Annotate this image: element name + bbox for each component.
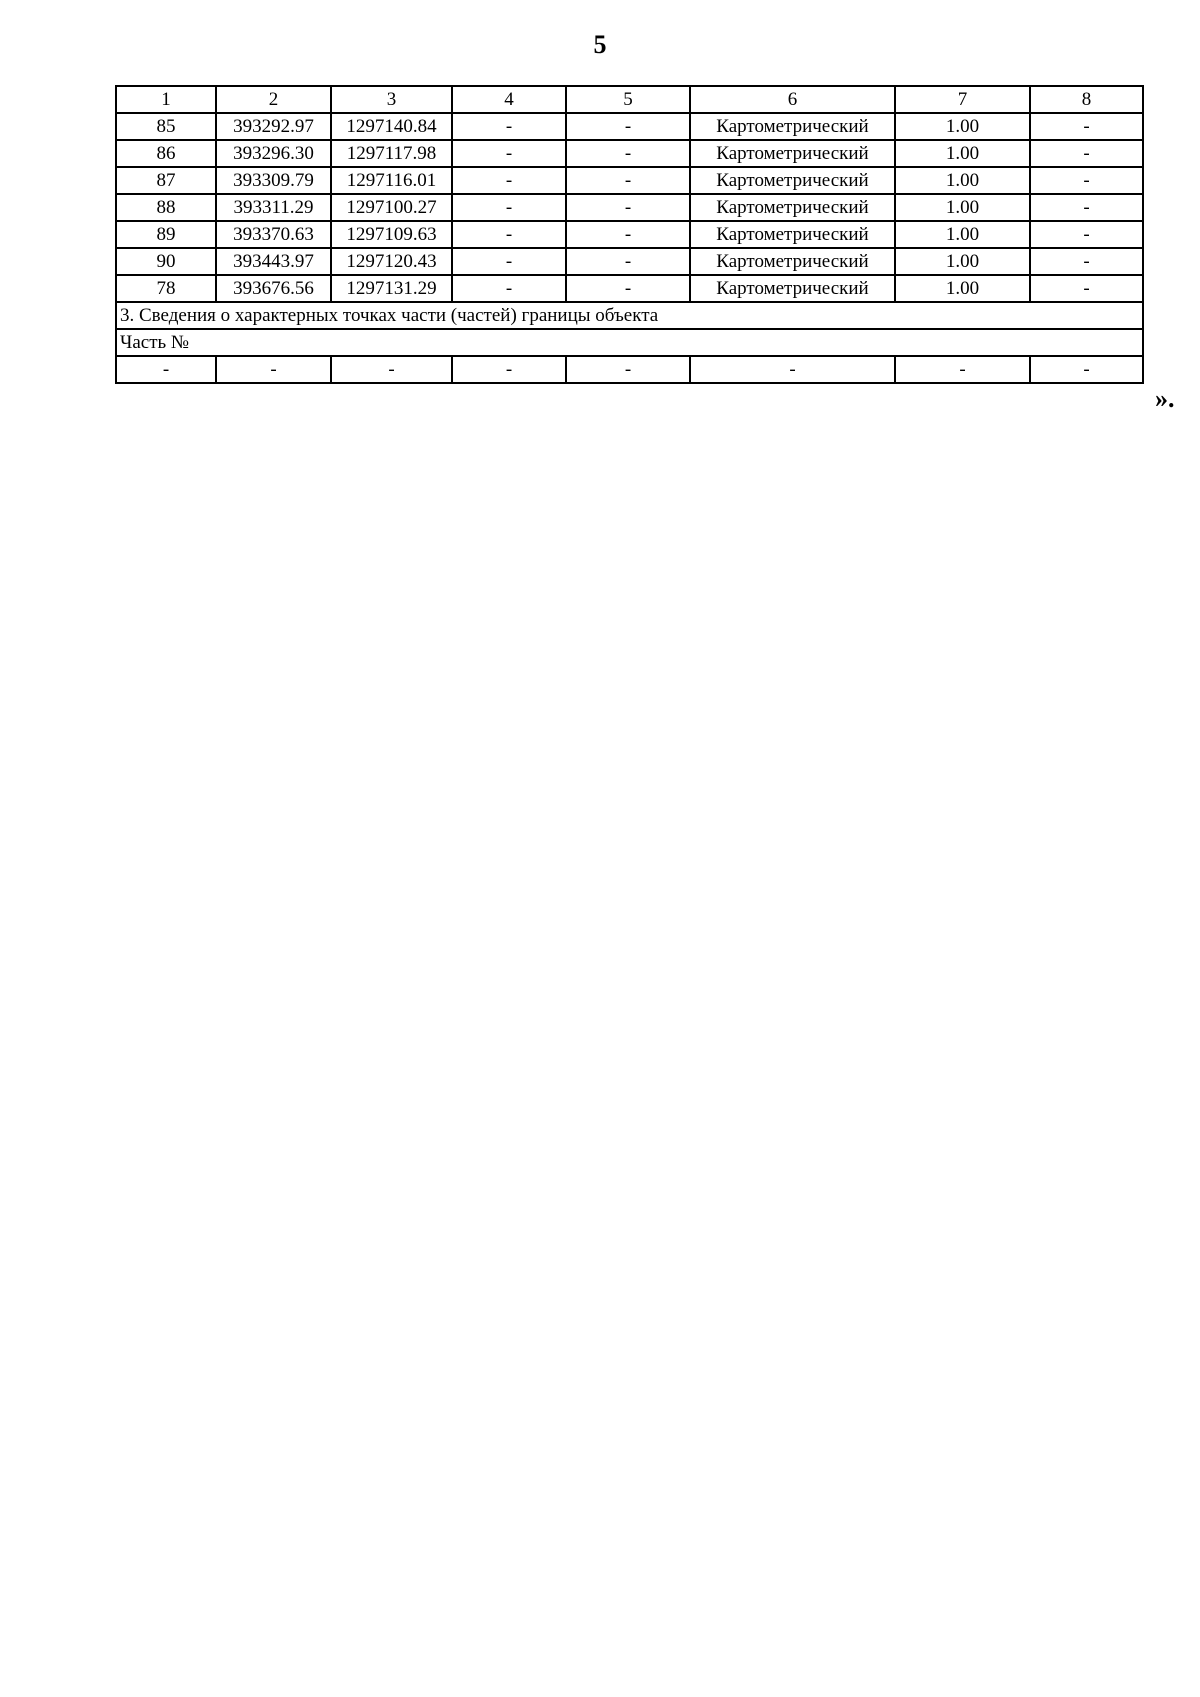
table-cell: 1.00: [895, 140, 1030, 167]
table-cell: -: [452, 140, 566, 167]
table-row: [116, 221, 1143, 248]
table-header-row: [116, 86, 1143, 113]
table-cell: -: [1030, 248, 1143, 275]
table-cell: -: [452, 221, 566, 248]
section-title-row: [116, 302, 1143, 329]
column-header: 5: [566, 86, 690, 113]
table-cell: 1297109.63: [331, 221, 452, 248]
table-cell: -: [452, 248, 566, 275]
table-cell: -: [1030, 221, 1143, 248]
table-cell: Картометрический: [690, 194, 895, 221]
table-cell: 85: [116, 113, 216, 140]
table-cell: -: [566, 356, 690, 383]
table-row: [116, 113, 1143, 140]
table-cell: -: [331, 356, 452, 383]
column-header: 1: [116, 86, 216, 113]
table-cell: 1.00: [895, 113, 1030, 140]
table-cell: -: [566, 221, 690, 248]
table-cell: 1.00: [895, 194, 1030, 221]
table-cell: -: [566, 194, 690, 221]
table-cell: 393443.97: [216, 248, 331, 275]
table-cell: -: [452, 356, 566, 383]
table-cell: -: [566, 140, 690, 167]
table-cell: -: [690, 356, 895, 383]
table-cell: 1297131.29: [331, 275, 452, 302]
table-cell: -: [452, 167, 566, 194]
table-cell: 1297100.27: [331, 194, 452, 221]
table-cell: -: [216, 356, 331, 383]
table-cell: -: [566, 248, 690, 275]
table-cell: 88: [116, 194, 216, 221]
table-cell: -: [1030, 140, 1143, 167]
closing-quote-mark: ».: [1155, 384, 1175, 413]
table-cell: -: [566, 275, 690, 302]
table-cell: -: [452, 194, 566, 221]
table-row: [116, 248, 1143, 275]
table-cell: 87: [116, 167, 216, 194]
table-cell: Картометрический: [690, 167, 895, 194]
column-header: 6: [690, 86, 895, 113]
table-cell: 1.00: [895, 221, 1030, 248]
table-cell: 90: [116, 248, 216, 275]
table-cell: 1297117.98: [331, 140, 452, 167]
table-cell: -: [566, 113, 690, 140]
table-cell: 78: [116, 275, 216, 302]
coordinates-table: [115, 85, 1144, 384]
column-header: 8: [1030, 86, 1143, 113]
table-cell: -: [116, 356, 216, 383]
table-cell: -: [452, 275, 566, 302]
table-row: [116, 140, 1143, 167]
table-cell: 393309.79: [216, 167, 331, 194]
table-cell: 89: [116, 221, 216, 248]
table-cell: -: [895, 356, 1030, 383]
table-row: [116, 167, 1143, 194]
table-cell: 1297116.01: [331, 167, 452, 194]
table-body: [116, 86, 1143, 383]
table-cell: -: [1030, 275, 1143, 302]
table-cell: 1.00: [895, 248, 1030, 275]
page-number: 5: [593, 30, 607, 59]
table-cell: 1.00: [895, 167, 1030, 194]
table-cell: -: [1030, 167, 1143, 194]
table-cell: -: [452, 113, 566, 140]
table-cell: 393370.63: [216, 221, 331, 248]
column-header: 7: [895, 86, 1030, 113]
table-cell: Картометрический: [690, 140, 895, 167]
table-cell: -: [566, 167, 690, 194]
table-cell: 1297120.43: [331, 248, 452, 275]
table-cell: 393296.30: [216, 140, 331, 167]
table-cell: 1.00: [895, 275, 1030, 302]
table-cell: 393311.29: [216, 194, 331, 221]
table-cell: -: [1030, 194, 1143, 221]
table-cell: -: [1030, 356, 1143, 383]
table-cell: Картометрический: [690, 248, 895, 275]
part-label-row: [116, 329, 1143, 356]
column-header: 3: [331, 86, 452, 113]
part-number-label: Часть №: [116, 329, 1143, 356]
section-title: 3. Сведения о характерных точках части (частей) границы объекта: [116, 302, 1143, 329]
table-cell: Картометрический: [690, 113, 895, 140]
table-cell: 393292.97: [216, 113, 331, 140]
table-cell: 86: [116, 140, 216, 167]
table-cell: Картометрический: [690, 275, 895, 302]
column-header: 4: [452, 86, 566, 113]
table-row: [116, 356, 1143, 383]
table-row: [116, 275, 1143, 302]
table-cell: -: [1030, 113, 1143, 140]
table-row: [116, 194, 1143, 221]
table-cell: 393676.56: [216, 275, 331, 302]
table-cell: 1297140.84: [331, 113, 452, 140]
table-cell: Картометрический: [690, 221, 895, 248]
column-header: 2: [216, 86, 331, 113]
